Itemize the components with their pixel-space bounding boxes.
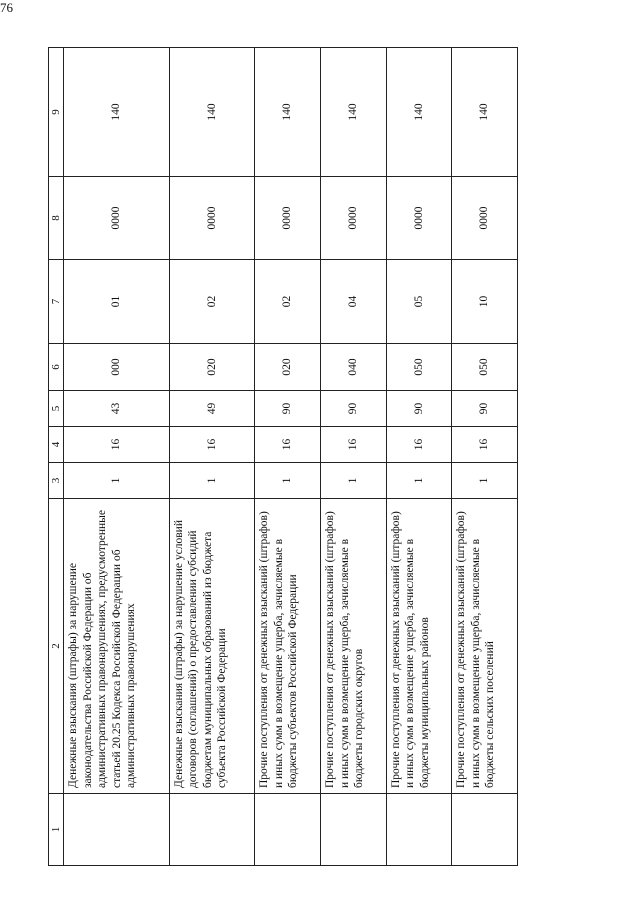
cell-col7: 02	[169, 260, 255, 344]
column-header-2: 2	[49, 499, 64, 794]
cell-col4: 16	[452, 427, 518, 463]
cell-col3: 1	[64, 463, 170, 499]
table-row	[321, 48, 387, 866]
cell-col1	[64, 794, 170, 866]
page-number: 76	[0, 0, 13, 15]
cell-col4: 16	[386, 427, 452, 463]
cell-col6: 050	[386, 344, 452, 391]
cell-col9: 140	[386, 48, 452, 177]
cell-col4: 16	[321, 427, 387, 463]
table-row	[452, 48, 518, 866]
cell-col5: 90	[386, 391, 452, 427]
cell-col8: 0000	[64, 177, 170, 260]
cell-col1	[255, 794, 321, 866]
column-header-9: 9	[49, 48, 64, 177]
cell-description: Денежные взыскания (штрафы) за нарушение законодательства Российской Федерации об административных правонарушениях, предусмотренные статьей 20.25 Кодекса Российской Федерации об административных правонарушениях	[64, 499, 170, 794]
cell-col9: 140	[64, 48, 170, 177]
table-row	[255, 48, 321, 866]
cell-col1	[169, 794, 255, 866]
cell-description: Денежные взыскания (штрафы) за нарушение условий договоров (соглашений) о предоставлении субсидий бюджетам муниципальных образований из бюджета субъекта Российской Федерации	[169, 499, 255, 794]
column-header-6: 6	[49, 344, 64, 391]
cell-col5: 43	[64, 391, 170, 427]
column-header-8: 8	[49, 177, 64, 260]
cell-col8: 0000	[452, 177, 518, 260]
cell-col1	[452, 794, 518, 866]
column-header-7: 7	[49, 260, 64, 344]
cell-col6: 020	[255, 344, 321, 391]
header-row	[49, 48, 64, 866]
cell-col9: 140	[255, 48, 321, 177]
cell-description: Прочие поступления от денежных взысканий (штрафов) и иных сумм в возмещение ущерба, зачисляемые в бюджеты городских округов	[321, 499, 387, 794]
cell-col9: 140	[452, 48, 518, 177]
cell-col7: 05	[386, 260, 452, 344]
cell-col3: 1	[169, 463, 255, 499]
column-header-3: 3	[49, 463, 64, 499]
cell-col6: 020	[169, 344, 255, 391]
cell-col6: 000	[64, 344, 170, 391]
cell-col7: 02	[255, 260, 321, 344]
cell-col4: 16	[169, 427, 255, 463]
cell-col8: 0000	[169, 177, 255, 260]
cell-col6: 040	[321, 344, 387, 391]
revenue-classification-table	[48, 47, 518, 866]
cell-col9: 140	[169, 48, 255, 177]
cell-col4: 16	[64, 427, 170, 463]
column-header-1: 1	[49, 794, 64, 866]
column-header-4: 4	[49, 427, 64, 463]
cell-description: Прочие поступления от денежных взысканий (штрафов) и иных сумм в возмещение ущерба, зачисляемые в бюджеты муниципальных районов	[386, 499, 452, 794]
column-header-5: 5	[49, 391, 64, 427]
cell-col3: 1	[321, 463, 387, 499]
cell-col4: 16	[255, 427, 321, 463]
cell-col8: 0000	[386, 177, 452, 260]
cell-col8: 0000	[321, 177, 387, 260]
cell-description: Прочие поступления от денежных взысканий (штрафов) и иных сумм в возмещение ущерба, зачисляемые в бюджеты сельских поселений	[452, 499, 518, 794]
cell-col5: 90	[255, 391, 321, 427]
cell-col5: 90	[452, 391, 518, 427]
cell-col5: 90	[321, 391, 387, 427]
cell-description: Прочие поступления от денежных взысканий (штрафов) и иных сумм в возмещение ущерба, зачисляемые в бюджеты субъектов Российской Федерации	[255, 499, 321, 794]
cell-col5: 49	[169, 391, 255, 427]
cell-col1	[321, 794, 387, 866]
cell-col3: 1	[386, 463, 452, 499]
table-row	[169, 48, 255, 866]
cell-col6: 050	[452, 344, 518, 391]
cell-col3: 1	[452, 463, 518, 499]
cell-col7: 04	[321, 260, 387, 344]
cell-col1	[386, 794, 452, 866]
cell-col9: 140	[321, 48, 387, 177]
table-row	[64, 48, 170, 866]
rotated-table-container	[48, 48, 518, 866]
cell-col3: 1	[255, 463, 321, 499]
cell-col7: 01	[64, 260, 170, 344]
cell-col7: 10	[452, 260, 518, 344]
cell-col8: 0000	[255, 177, 321, 260]
table-row	[386, 48, 452, 866]
